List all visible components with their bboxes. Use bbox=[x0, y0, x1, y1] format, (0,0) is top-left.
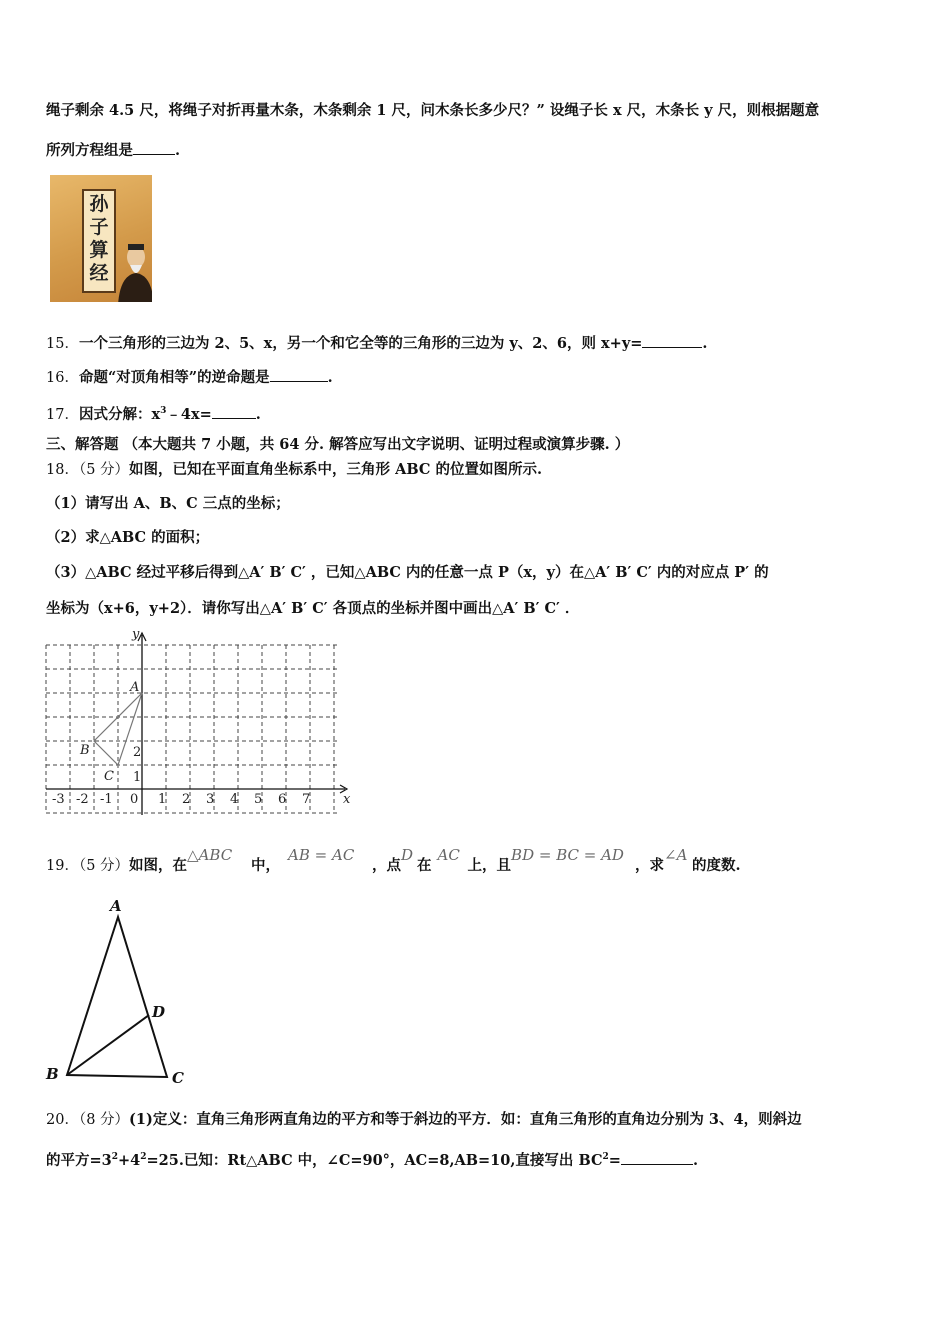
q20-sup1: 2 bbox=[111, 1152, 119, 1162]
sage-portrait-icon bbox=[116, 241, 152, 302]
grid-lines bbox=[46, 645, 340, 813]
section3-heading bbox=[46, 435, 629, 455]
q18-line bbox=[46, 460, 542, 480]
segment-bd bbox=[67, 1015, 149, 1075]
q19-text6: ，求 bbox=[635, 857, 665, 874]
q17-answer-blank[interactable] bbox=[212, 404, 256, 419]
q14-line2 bbox=[46, 140, 180, 161]
q20-line1 bbox=[46, 1110, 802, 1130]
y-tick-label: 1 bbox=[133, 770, 142, 785]
section3-heading-text: 三、解答题 （本大题共 7 小题，共 64 分. 解答应写出文字说明、证明过程或演算步骤. ） bbox=[46, 436, 630, 453]
x-tick-label: -3 bbox=[52, 792, 65, 807]
q17-text2: ﹣4x= bbox=[166, 405, 212, 423]
x-tick-label: 2 bbox=[182, 792, 191, 807]
q14-answer-blank[interactable] bbox=[133, 140, 175, 155]
q16-number: 16． bbox=[46, 370, 79, 386]
triangle-abd-figure bbox=[40, 895, 200, 1090]
x-tick-label: 0 bbox=[130, 792, 139, 807]
q18-part2-text: （2）求△ABC 的面积； bbox=[46, 529, 210, 546]
q18-part1 bbox=[46, 494, 290, 514]
y-tick-label: 2 bbox=[133, 745, 142, 760]
x-axis-label: x bbox=[343, 792, 351, 807]
q18-part2 bbox=[46, 528, 209, 548]
vertex-label-c: C bbox=[172, 1069, 184, 1087]
q15-answer-blank[interactable] bbox=[642, 333, 702, 348]
q20-sup2: 2 bbox=[140, 1152, 147, 1162]
q18-text: 如图，已知在平面直角坐标系中，三角形 ABC 的位置如图所示. bbox=[129, 461, 543, 478]
x-tick-label: -1 bbox=[100, 792, 113, 807]
q18-part3-text2: 坐标为（x+6，y+2）．请你写出△A′ B′ C′ 各顶点的坐标并图中画出△A′ B′ C′ ． bbox=[46, 600, 580, 617]
point-label-c: C bbox=[104, 769, 114, 784]
q19-line bbox=[46, 846, 741, 876]
book-title: 孙子算经 bbox=[89, 193, 109, 284]
q14-period: . bbox=[175, 142, 181, 159]
q16-period: . bbox=[327, 369, 333, 386]
point-label-a: A bbox=[130, 680, 140, 695]
q20-score: （8 分） bbox=[78, 1112, 130, 1128]
q19-text2: 中， bbox=[251, 857, 281, 874]
q17-exponent: 3 bbox=[160, 406, 167, 416]
q15-text: 一个三角形的三边为 2、5、x，另一个和它全等的三角形的三边为 y、2、6，则 x+y= bbox=[78, 335, 643, 352]
q19-formula-equal-sides: BD = BC = AD bbox=[511, 846, 624, 864]
q20-text2b: +4 bbox=[118, 1151, 141, 1169]
q20-sup3: 2 bbox=[602, 1152, 609, 1162]
q14-text-line2: 所列方程组是 bbox=[46, 142, 133, 159]
q18-part3-line2 bbox=[46, 599, 579, 619]
q19-formula-d: D bbox=[401, 846, 414, 864]
q19-score: （5 分） bbox=[78, 858, 130, 874]
q20-text2d: = bbox=[608, 1151, 621, 1169]
vertex-label-b: B bbox=[46, 1065, 59, 1083]
q20-text1: (1)定义：直角三角形两直角边的平方和等于斜边的平方．如：直角三角形的直角边分别为 3、4，则斜边 bbox=[129, 1111, 802, 1128]
q18-number: 18． bbox=[46, 462, 79, 478]
triangle-abc-outline bbox=[67, 917, 167, 1077]
q18-part3-line1 bbox=[46, 563, 769, 583]
q14-text-line1: 绳子剩余 4.5 尺，将绳子对折再量木条，木条剩余 1 尺，问木条长多少尺？” 设绳子长 x 尺，木条长 y 尺，则根据题意 bbox=[46, 102, 820, 119]
q20-number: 20． bbox=[46, 1112, 79, 1128]
q20-period: . bbox=[692, 1151, 698, 1169]
q19-formula-triangle: △ABC bbox=[187, 846, 233, 864]
q19-formula-ab-ac: AB = AC bbox=[288, 846, 355, 864]
q17-line bbox=[46, 401, 261, 425]
q18-score: （5 分） bbox=[78, 462, 130, 478]
q20-answer-blank[interactable] bbox=[621, 1150, 693, 1165]
q19-number: 19． bbox=[46, 858, 79, 874]
q17-number: 17． bbox=[46, 406, 79, 423]
x-tick-label: 5 bbox=[254, 792, 263, 807]
q17-text: 因式分解：x bbox=[78, 405, 161, 423]
q18-part1-text: （1）请写出 A、B、C 三点的坐标； bbox=[46, 495, 290, 512]
q20-text2a: 的平方=3 bbox=[46, 1151, 112, 1169]
x-tick-label: 6 bbox=[278, 792, 287, 807]
q15-number: 15． bbox=[46, 336, 79, 352]
q16-answer-blank[interactable] bbox=[270, 367, 328, 382]
vertex-label-a: A bbox=[110, 897, 122, 915]
x-tick-label: 4 bbox=[230, 792, 239, 807]
q19-text3: ，点 bbox=[372, 857, 402, 874]
point-label-b: B bbox=[80, 743, 90, 758]
q15-line bbox=[46, 333, 707, 354]
q20-text2c: =25.已知：Rt△ABC 中，∠C=90°，AC=8,AB=10,直接写出 BC bbox=[146, 1151, 603, 1169]
q19-formula-angle-a: ∠A bbox=[664, 846, 688, 864]
q20-line2 bbox=[46, 1147, 698, 1171]
q19-text7: 的度数. bbox=[692, 857, 741, 874]
x-tick-label: 1 bbox=[158, 792, 167, 807]
q19-formula-ac: AC bbox=[437, 846, 460, 864]
y-axis-label: y bbox=[132, 627, 140, 642]
q19-text5: 上，且 bbox=[467, 857, 512, 874]
vertex-label-d: D bbox=[152, 1003, 166, 1021]
x-tick-label: -2 bbox=[76, 792, 89, 807]
q17-period: . bbox=[255, 405, 261, 423]
q16-text: 命题“对顶角相等”的逆命题是 bbox=[78, 369, 270, 386]
q19-text4: 在 bbox=[417, 857, 432, 874]
q14-line1 bbox=[46, 101, 819, 121]
coordinate-grid-figure bbox=[40, 625, 360, 820]
x-tick-label: 3 bbox=[206, 792, 215, 807]
q19-text1: 如图，在 bbox=[129, 857, 188, 874]
book-cover-image bbox=[50, 175, 152, 302]
q16-line bbox=[46, 367, 333, 388]
q18-part3-text1: （3）△ABC 经过平移后得到△A′ B′ C′ ，已知△ABC 内的任意一点 P（x，y）在△A′ B′ C′ 内的对应点 P′ 的 bbox=[46, 564, 769, 581]
x-tick-label: 7 bbox=[302, 792, 311, 807]
book-title-box bbox=[82, 189, 116, 293]
q15-period: . bbox=[702, 335, 708, 352]
